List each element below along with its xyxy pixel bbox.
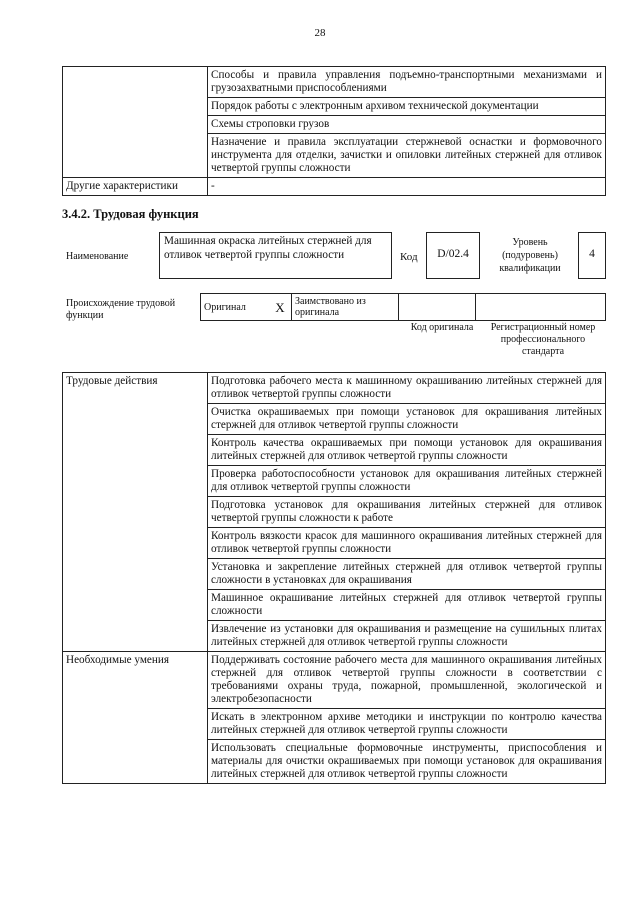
origin-label: Происхождение трудовой функции xyxy=(66,298,176,321)
origin-table xyxy=(200,293,606,321)
labor-action-item: Подготовка установок для окрашивания литейных стержней для отливок четвертой группы сложности к работе xyxy=(208,497,606,528)
qualification-level-value: 4 xyxy=(578,232,606,279)
skill-item: Поддерживать состояние рабочего места для машинного окрашивания литейных стержней для отливок четвертой группы сложности в соответствии с требованиями охраны труда, пожарной, промышленной, экологической и электробезопасности xyxy=(208,652,606,709)
labor-action-item: Установка и закрепление литейных стержней для отливок четвертой группы сложности в установках для окрашивания xyxy=(208,559,606,590)
skill-item: Искать в электронном архиве методики и инструкции по контролю качества литейных стержней для отливок четвертой группы сложности xyxy=(208,709,606,740)
knowledge-item: Назначение и правила эксплуатации стержневой оснастки и формовочного инструмента для отделки, зачистки и опиловки литейных стержней для отливок четвертой группы сложности xyxy=(208,134,606,178)
labor-action-item: Проверка работоспособности установок для окрашивания литейных стержней для отливок четвертой группы сложности xyxy=(208,466,606,497)
reg-number-label: Регистрационный номер профессионального стандарта xyxy=(490,322,596,357)
page-number: 28 xyxy=(314,27,326,39)
labor-action-item: Извлечение из установки для окрашивания и размещение на сушильных плитах литейных стержней для отливок четвертой группы сложности xyxy=(208,621,606,652)
original-label: Оригинал xyxy=(201,294,270,321)
skill-item: Использовать специальные формовочные инструменты, приспособления и материалы для очистки окрашиваемых при помощи установок для окрашивания литейных стержней для отливок четвертой группы сложности xyxy=(208,740,606,784)
table-row xyxy=(63,67,606,98)
function-name-value: Машинная окраска литейных стержней для отливок четвертой группы сложности xyxy=(159,232,392,279)
labor-action-item: Контроль вязкости красок для машинного окрашивания литейных стержней для отливок четвертой группы сложности xyxy=(208,528,606,559)
knowledge-item: Способы и правила управления подъемно-транспортными механизмами и грузозахватными приспособлениями xyxy=(208,67,606,98)
code-original-label: Код оригинала xyxy=(410,322,474,333)
table-row xyxy=(63,373,606,404)
other-characteristics-value: - xyxy=(208,178,606,196)
labor-function-table xyxy=(62,372,606,784)
skills-label: Необходимые умения xyxy=(63,652,208,784)
table-row xyxy=(63,652,606,709)
reg-number-cell xyxy=(476,294,606,321)
borrowed-label: Заимствовано из оригинала xyxy=(292,294,399,321)
original-mark: X xyxy=(269,294,292,321)
function-code-value: D/02.4 xyxy=(426,232,480,279)
table-row xyxy=(63,178,606,196)
qualification-level-label: Уровень (подуровень) квалификации xyxy=(499,237,561,274)
empty-label-cell xyxy=(63,67,208,178)
labor-action-item: Контроль качества окрашиваемых при помощи установок для окрашивания литейных стержней для отливок четвертой группы сложности xyxy=(208,435,606,466)
labor-action-item: Машинное окрашивание литейных стержней для отливок четвертой группы сложности xyxy=(208,590,606,621)
labor-actions-label: Трудовые действия xyxy=(63,373,208,652)
other-characteristics-label: Другие характеристики xyxy=(63,178,208,196)
name-label: Наименование xyxy=(66,251,129,262)
code-original-cell xyxy=(399,294,476,321)
knowledge-table-continued xyxy=(62,66,606,196)
table-row xyxy=(201,294,606,321)
labor-action-item: Подготовка рабочего места к машинному окрашиванию литейных стержней для отливок четвертой группы сложности xyxy=(208,373,606,404)
knowledge-item: Порядок работы с электронным архивом технической документации xyxy=(208,98,606,116)
labor-action-item: Очистка окрашиваемых при помощи установок для окрашивания литейных стержней для отливок четвертой группы сложности xyxy=(208,404,606,435)
knowledge-item: Схемы строповки грузов xyxy=(208,116,606,134)
section-title: 3.4.2. Трудовая функция xyxy=(62,207,199,221)
code-label: Код xyxy=(400,251,418,263)
